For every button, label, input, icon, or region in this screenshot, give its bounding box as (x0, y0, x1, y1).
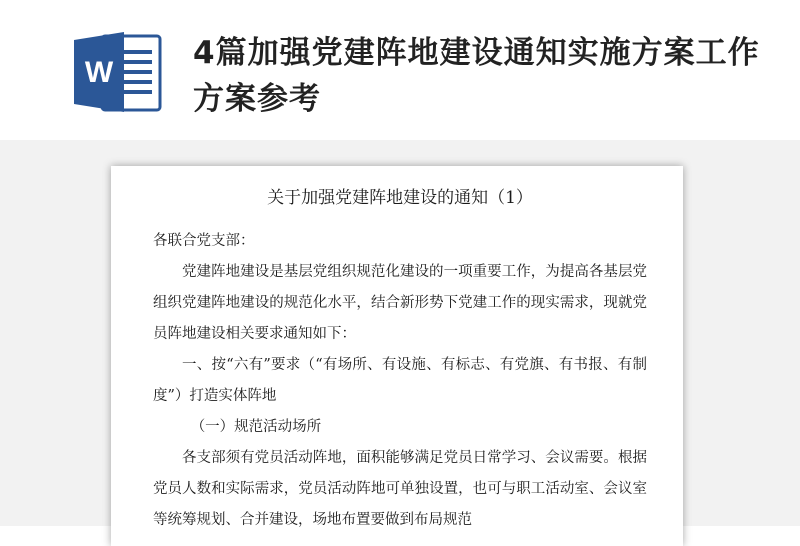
svg-text:W: W (84, 56, 114, 89)
paragraph-body: 各支部须有党员活动阵地，面积能够满足党员日常学习、会议需要。根据党员人数和实际需求，党员活动阵地可单独设置，也可与职工活动室、会议室等统筹规划、合并建设，场地布置要做到布局规范 (153, 450, 647, 528)
salutation: 各联合党支部： (153, 233, 255, 249)
header (0, 0, 800, 140)
document-title: 关于加强党建阵地建设的通知（1） (267, 188, 533, 208)
subheading-1: （一）规范活动场所 (190, 419, 322, 435)
page-title: 4篇加强党建阵地建设通知实施方案工作方案参考 (193, 35, 760, 117)
document-page (111, 166, 683, 546)
paragraph-intro: 党建阵地建设是基层党组织规范化建设的一项重要工作，为提高各基层党组织党建阵地建设的规范化水平，结合新形势下党建工作的现实需求，现就党员阵地建设相关要求通知如下： (153, 264, 647, 342)
word-doc-icon (74, 30, 164, 114)
heading-section-1: 一、按“六有”要求（“有场所、有设施、有标志、有党旗、有书报、有制度”）打造实体阵地 (153, 357, 647, 404)
